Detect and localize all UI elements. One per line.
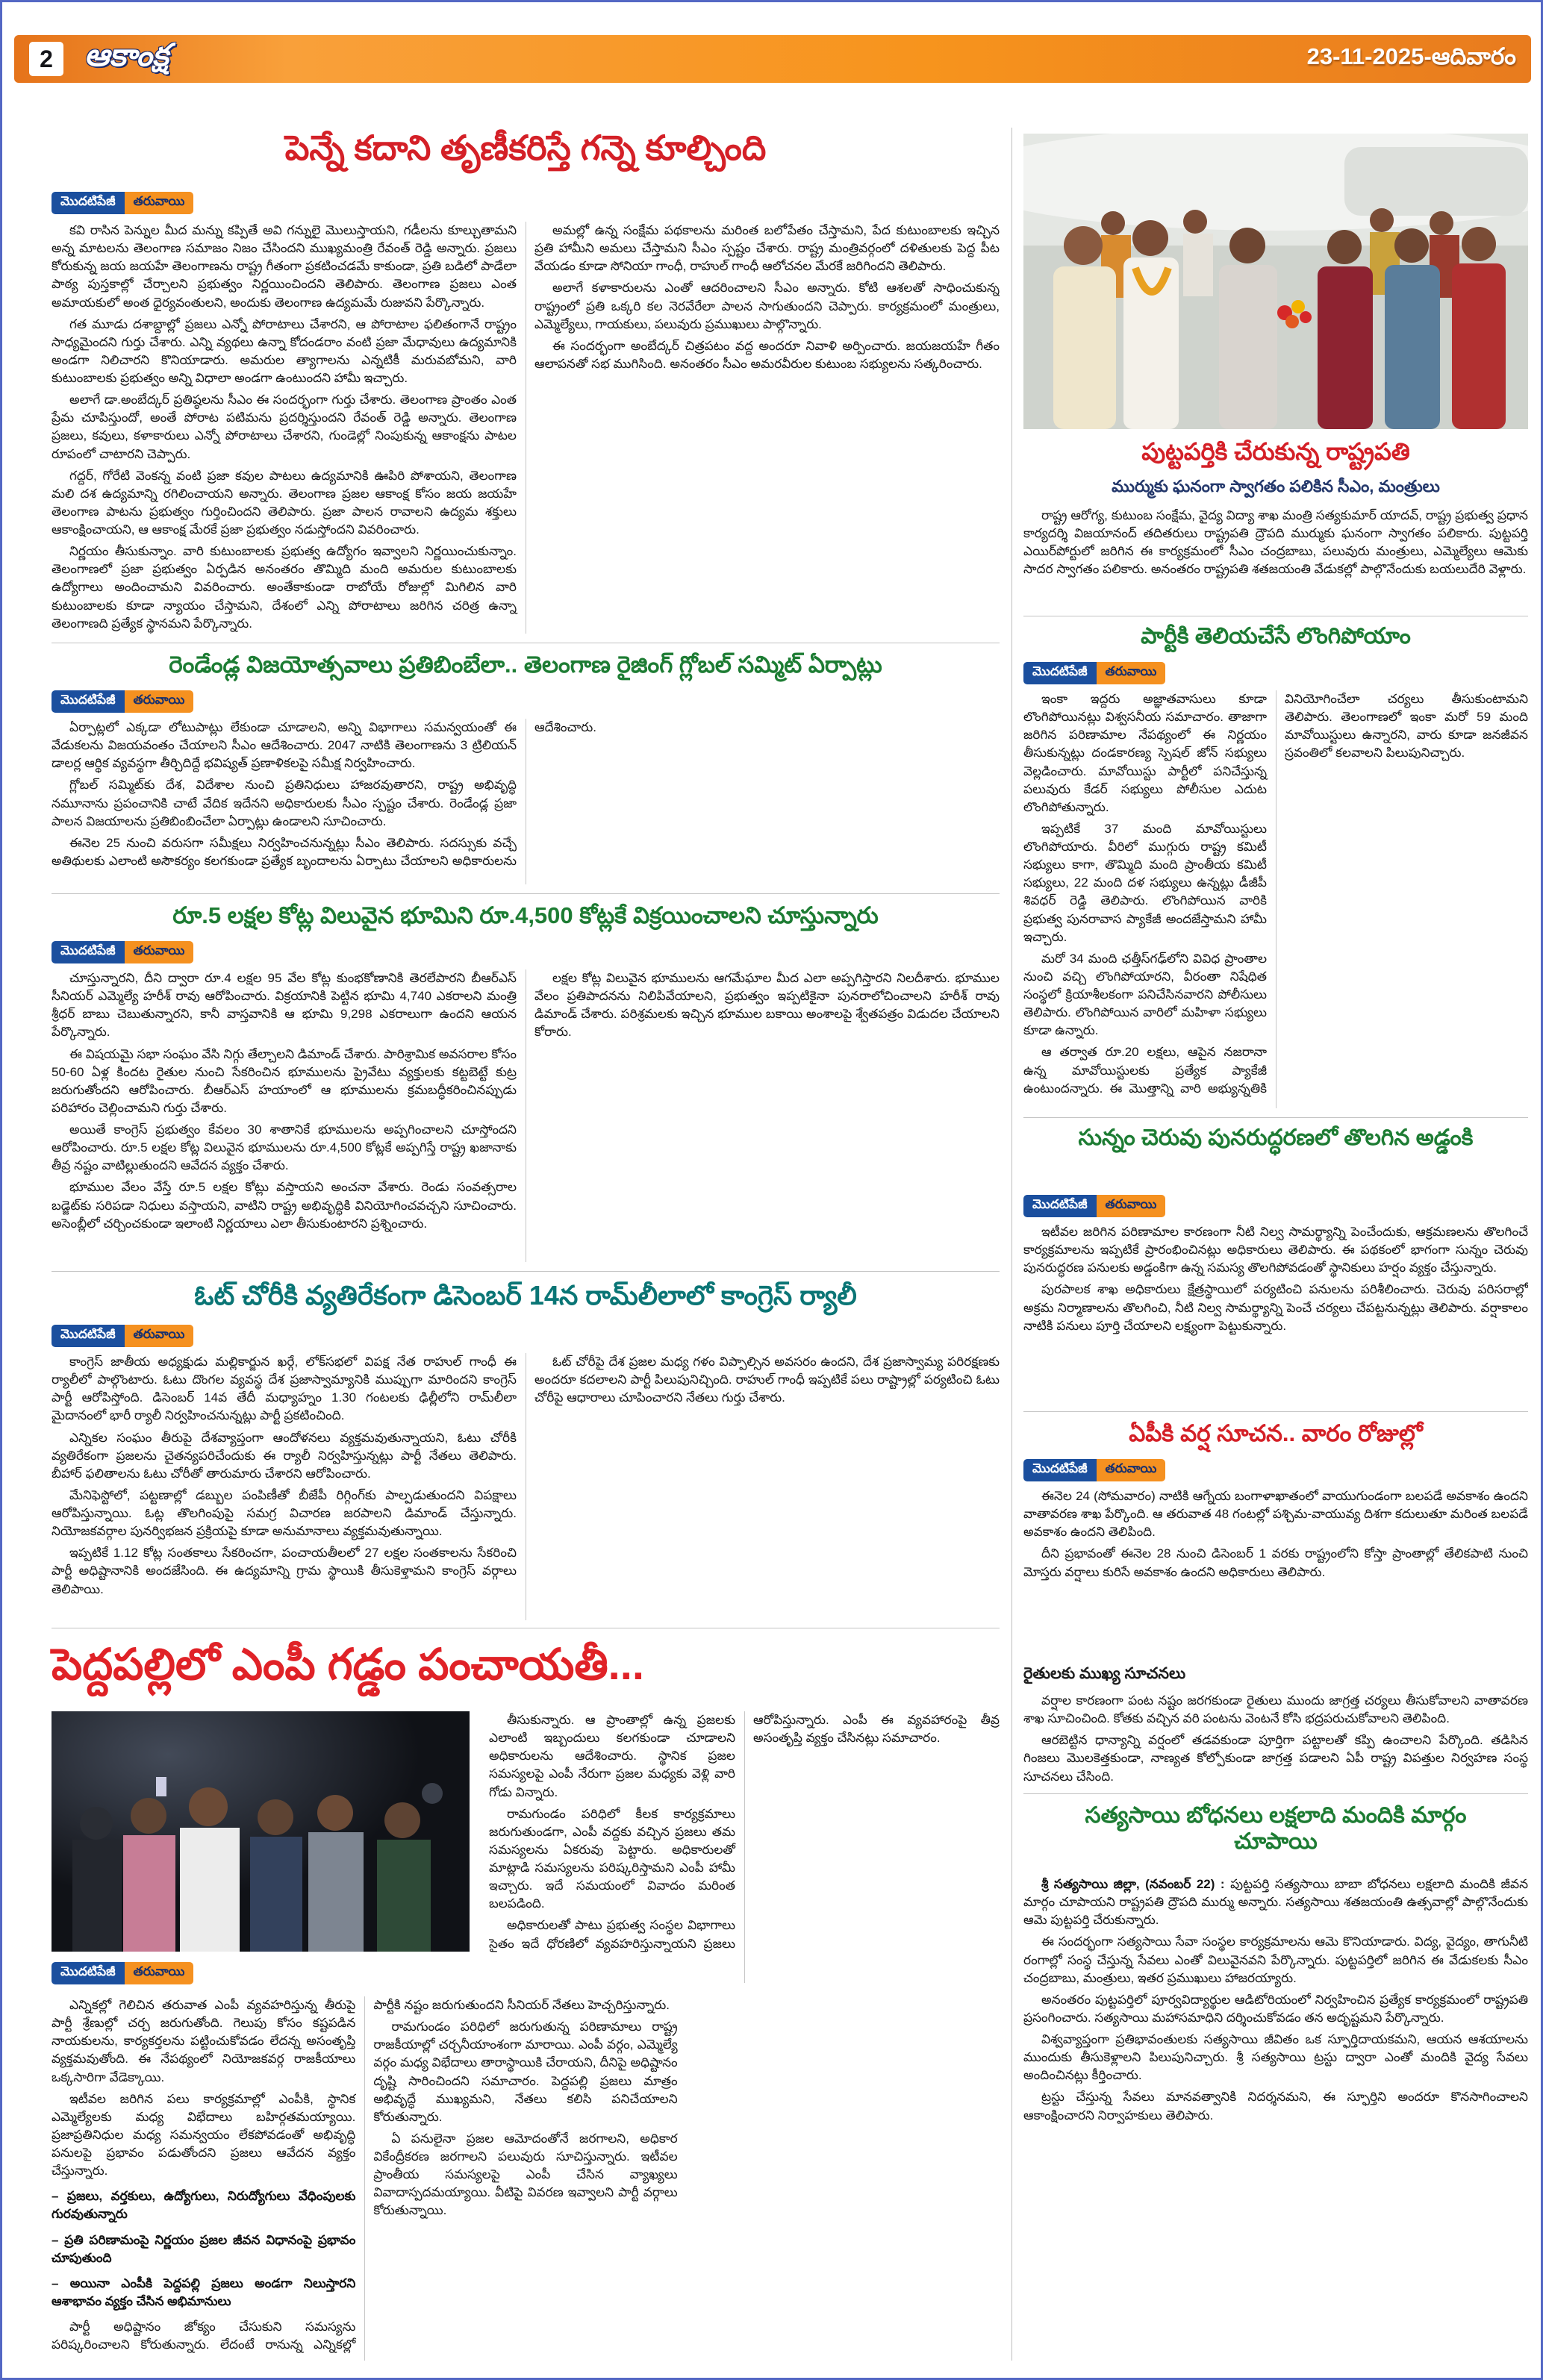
column-divider bbox=[1011, 128, 1012, 2361]
article-penna-body bbox=[52, 222, 1000, 634]
bullet-point: – ప్రతి పరిణామంపై నిర్ణయం ప్రజల జీవన విధానంపై ప్రభావం చూపుతుంది bbox=[52, 2232, 356, 2265]
headline-sai: సత్యసాయి బోధనలు లక్షలాది మందికి మార్గం చూపాయి bbox=[1085, 1803, 1467, 1855]
section-divider bbox=[1023, 1117, 1528, 1118]
paragraph: అలాగే కళాకారులను ఎంతో ఆదరించాలని సీఎం అన్నారు. కోటి ఆశలతో సాధించుకున్న రాష్ట్రంలో ప్రతి ఒక్కరి కల నెరవేరేలా పాలన సాగుతుందని చెప్పారు. కార్యక్రమంలో మంత్రులు, ఎమ్మెల్యేలు, గాయకులు, పలువురు ప్రముఖులు పాల్గొన్నారు. bbox=[534, 281, 1000, 331]
paragraph: మేనిఫెస్టోలో, పట్టణాల్లో డబ్బుల పంపిణీతో బీజేపీ రిగ్గింగ్‌కు పాల్పడుతుందని విపక్షాలు ఆరోపిస్తున్నాయి. ఓట్ల తొలగింపుపై సమగ్ర విచారణ జరపాలని డిమాండ్ చేస్తున్నారు. నియోజకవర్గాల పునర్విభజన ప్రక్రియపై కూడా అనుమానాలు వ్యక్తమవుతున్నాయి. bbox=[52, 1487, 517, 1539]
article-surrender-body bbox=[1023, 690, 1528, 1108]
paragraph: గత మూడు దశాబ్దాల్లో ప్రజలు ఎన్నో పోరాటాలు చేశారని, ఆ పోరాటాల ఫలితంగానే రాష్ట్రం సాధ్యమైందని గుర్తు చేశారు. ఎన్ని వ్యథలు ఉన్నా కోదండరాం వంటి ప్రజా మేధావులు ఉద్యమానికి అండగా నిలిచారని కొనియాడారు. అమరుల త్యాగాలను ఎన్నటికీ మరువబోమని, వారి కుటుంబాలకు ప్రభుత్వం అన్ని విధాలా అండగా ఉంటుందని హామీ ఇచ్చారు. bbox=[52, 316, 517, 385]
paragraph: ఈనెల 25 నుంచి వరుసగా సమీక్షలు నిర్వహించనున్నట్లు సీఎం తెలిపారు. సదస్సుకు వచ్చే అతిథులకు ఎలాంటి అసౌకర్యం కలగకుండా ప్రత్యేక బృందాలను ఏర్పాటు చేయాలని అధికారులను ఆదేశించారు. bbox=[52, 720, 596, 868]
paragraph: ఇటీవల జరిగిన పరిణామాల కారణంగా నీటి నిల్వ సామర్థ్యాన్ని పెంచేందుకు, ఆక్రమణలను తొలగించే కార్యక్రమాలను ఇప్పటికే ప్రారంభించినట్లు అధికారులు తెలిపారు. ఈ పథకంలో భాగంగా సున్నం చెరువు పునరుద్ధరణ పనులకు అడ్డంకిగా ఉన్న సమస్య తొలగిపోవడంతో స్థానికులు హర్షం వ్యక్తం చేస్తున్నారు. bbox=[1023, 1225, 1528, 1275]
paragraph: ఇప్పటికే 1.12 కోట్ల సంతకాలు సేకరించగా, పంచాయతీలలో 27 లక్షల సంతకాలను సేకరించి పార్టీ అధిష్టానానికి అందజేసింది. ఈ ఉద్యమాన్ని గ్రామ స్థాయికి తీసుకెళ్తామని కాంగ్రెస్ వర్గాలు తెలిపాయి. bbox=[52, 1546, 517, 1596]
paragraph: ఏర్పాట్లలో ఎక్కడా లోటుపాట్లు లేకుండా చూడాలని, అన్ని విభాగాలు సమన్వయంతో ఈ వేడుకలను విజయవంతం చేయాలని సీఎం ఆదేశించారు. 2047 నాటికి తెలంగాణను 3 ట్రిలియన్ డాలర్ల ఆర్థిక వ్యవస్థగా తీర్చిదిద్దే భవిష్యత్ ప్రణాళికలపై సమీక్ష నిర్వహించారు. bbox=[52, 720, 517, 771]
paragraph: కాంగ్రెస్ జాతీయ అధ్యక్షుడు మల్లికార్జున ఖర్గే, లోక్‌సభలో విపక్ష నేత రాహుల్ గాంధీ ఈ ర్యాలీలో పాల్గొంటారు. ఓటు దొంగల వ్యవస్థ దేశ ప్రజాస్వామ్యానికి ముప్పుగా మారిందని కాంగ్రెస్ పార్టీ ఆరోపిస్తోంది. డిసెంబర్ 14వ తేదీ మధ్యాహ్నం 1.30 గంటలకు ఢిల్లీలోని రామ్‌లీలా మైదానంలో భారీ ర్యాలీ నిర్వహించనున్నట్లు పార్టీ ప్రకటించింది. bbox=[52, 1355, 517, 1423]
tag-continuation: తరువాయి bbox=[125, 192, 194, 214]
paragraph: అమల్లో ఉన్న సంక్షేమ పథకాలను మరింత బలోపేతం చేస్తామని, పేద కుటుంబాలకు ఇచ్చిన ప్రతి హామీని అమలు చేస్తామని సీఎం స్పష్టం చేశారు. రాష్ట్ర మంత్రివర్గంలో దళితులకు పెద్ద పీట వేయడం కూడా సోనియా గాంధీ, రాహుల్ గాంధీ ఆలోచనల మేరకే జరిగిందని తెలిపారు. bbox=[534, 223, 1000, 274]
paragraph: అయితే కాంగ్రెస్ ప్రభుత్వం కేవలం 30 శాతానికే భూములను అప్పగించాలని చూస్తోందని ఆరోపించారు. రూ.5 లక్షల కోట్ల విలువైన భూములను రూ.4,500 కోట్లకే అప్పగిస్తే రాష్ట్ర ఖజానాకు తీవ్ర నష్టం వాటిల్లుతుందని ఆవేదన వ్యక్తం చేశారు. bbox=[52, 1122, 517, 1173]
headline-surrender: పార్టీకి తెలియచేసే లొంగిపోయాం bbox=[1141, 624, 1411, 649]
paragraph: ఈ సందర్భంగా సత్యసాయి సేవా సంస్థల కార్యక్రమాలను ఆమె కొనియాడారు. విద్య, వైద్యం, తాగునీటి రంగాల్లో సంస్థ చేస్తున్న సేవలు ఎంతో విలువైనవని పేర్కొన్నారు. పుట్టపర్తిలో జరిగిన ఈ వేడుకలకు సీఎం చంద్రబాబు, మంత్రులు, ఇతర ప్రముఖులు హాజరయ్యారు. bbox=[1023, 1934, 1528, 1985]
headline-president: పుట్టపర్తికి చేరుకున్న రాష్ట్రపతి bbox=[1141, 438, 1410, 465]
subhead-farmer-advice: రైతులకు ముఖ్య సూచనలు bbox=[1023, 1665, 1186, 1682]
article-president-body bbox=[1023, 507, 1528, 608]
paragraph: ఈ విషయమై సభా సంఘం వేసి నిగ్గు తేల్చాలని డిమాండ్ చేశారు. పారిశ్రామిక అవసరాల కోసం 50-60 ఏళ్ల కిందట రైతుల నుంచి సేకరించిన భూములను ప్రైవేటు వ్యక్తులకు కట్టబెట్టే కుట్ర జరుగుతోందని ఆరోపించారు. బీఆర్ఎస్ హయాంలో ఆ భూములను క్రమబద్ధీకరించినప్పుడు పరిహారం చెల్లించామని గుర్తు చేశారు. bbox=[52, 1046, 517, 1115]
tag-continuation: తరువాయి bbox=[1097, 1459, 1166, 1481]
paragraph: పార్టీ అధిష్టానం జోక్యం చేసుకుని సమస్యను పరిష్కరించాలని కోరుతున్నారు. లేదంటే రానున్న ఎన్నికల్లో పార్టీకి నష్టం జరుగుతుందని సీనియర్ నేతలు హెచ్చరిస్తున్నారు. bbox=[52, 1998, 670, 2352]
paragraph: ట్రస్టు చేస్తున్న సేవలు మానవత్వానికి నిదర్శనమని, ఈ స్ఫూర్తిని అందరూ కొనసాగించాలని ఆకాంక్షించారని నిర్వాహకులు తెలిపారు. bbox=[1023, 2090, 1528, 2123]
tag-first-page: మొదటిపేజీ bbox=[1023, 662, 1097, 684]
continued-tag bbox=[52, 1962, 193, 1984]
bullet-point: – అయినా ఎంపీకి పెద్దపల్లి ప్రజలు అండగా నిలుస్తారని ఆశాభావం వ్యక్తం చేసిన అభిమానులు bbox=[52, 2276, 356, 2308]
paragraph bbox=[1023, 1875, 1528, 1929]
article-mp-body-bottom bbox=[52, 1996, 1000, 2361]
article-summit-body bbox=[52, 719, 1000, 884]
president-welcome-photo bbox=[1023, 134, 1528, 429]
paragraph: భూముల వేలం వేస్తే రూ.5 లక్షల కోట్లు వస్తాయని అంచనా వేశారు. రెండు సంవత్సరాల బడ్జెట్‌కు సరిపడా నిధులు వస్తాయని, వాటిని రాష్ట్ర అభివృద్ధికి వినియోగించవచ్చని సూచించారు. అసెంబ్లీలో చర్చించకుండా ఇలాంటి నిర్ణయాలు ఎలా తీసుకుంటారని ప్రశ్నించారు. bbox=[52, 1180, 517, 1231]
tag-continuation: తరువాయి bbox=[125, 941, 194, 963]
paragraph: చూస్తున్నారని, దీని ద్వారా రూ.4 లక్షల 95 వేల కోట్ల కుంభకోణానికి తెరలేపారని బీఆర్ఎస్ సీనియర్ ఎమ్మెల్యే హరీశ్ రావు ఆరోపించారు. విక్రయానికి పెట్టిన భూమి 4,740 ఎకరాలని మంత్రి శ్రీధర్ బాబు చెబుతున్నారని, కానీ వాస్తవానికి ఆ భూమి 9,298 ఎకరాలుగా ఉందని ఆయన పేర్కొన్నారు. bbox=[52, 971, 517, 1040]
section-divider bbox=[1023, 1793, 1528, 1794]
paragraph: ఓట్ చోరీపై దేశ ప్రజల మధ్య గళం విప్పాల్సిన అవసరం ఉందని, దేశ ప్రజాస్వామ్య పరిరక్షణకు అందరూ కదలాలని పార్టీ పిలుపునిచ్చింది. రాహుల్ గాంధీ ఇప్పటికే పలు రాష్ట్రాల్లో పర్యటించి ఓటు చోరీపై ఆధారాలు చూపించారని నేతలు గుర్తు చేశారు. bbox=[534, 1355, 1000, 1405]
continued-tag bbox=[52, 690, 193, 713]
paragraph: అనంతరం పుట్టపర్తిలో పూర్వవిద్యార్థుల ఆడిటోరియంలో నిర్వహించిన ప్రత్యేక కార్యక్రమంలో రాష్ట్రపతి ప్రసంగించారు. సత్యసాయి మహాసమాధిని దర్శించుకోవడం తన అదృష్టమని పేర్కొన్నారు. bbox=[1023, 1992, 1528, 2025]
article-pond-body bbox=[1023, 1223, 1528, 1401]
paragraph: వర్షాల కారణంగా పంట నష్టం జరగకుండా రైతులు ముందు జాగ్రత్త చర్యలు తీసుకోవాలని వాతావరణ శాఖ సూచించింది. కోతకు వచ్చిన వరి పంటను వెంటనే కోసి భద్రపరుచుకోవాలని తెలిపింది. bbox=[1023, 1693, 1528, 1726]
paragraph: రామగుండం పరిధిలో కీలక కార్యక్రమాలు జరుగుతుండగా, ఎంపీ వద్దకు వచ్చిన ప్రజలు తమ సమస్యలను ఏకరువు పెట్టారు. అధికారులతో మాట్లాడి సమస్యలను పరిష్కరిస్తామని ఎంపీ హామీ ఇచ్చారు. ఇదే సమయంలో వివాదం మరింత బలపడింది. bbox=[489, 1806, 735, 1911]
subhead-president: ముర్ముకు ఘనంగా స్వాగతం పలికిన సీఎం, మంత్రులు bbox=[1112, 477, 1440, 496]
paragraph: మరో 34 మంది ఛత్తీస్‌గఢ్‌లోని వివిధ ప్రాంతాల నుంచి వచ్చి లొంగిపోయారని, వీరంతా నిషేధిత సంస్థలో క్రియాశీలకంగా పనిచేసినవారని పోలీసులు తెలిపారు. లొంగిపోయిన వారిలో మహిళా సభ్యులు కూడా ఉన్నారు. bbox=[1023, 951, 1267, 1038]
page-number: 2 bbox=[29, 42, 63, 76]
paragraph: ఇటీవల జరిగిన పలు కార్యక్రమాల్లో ఎంపీకి, స్థానిక ఎమ్మెల్యేలకు మధ్య విభేదాలు బహిర్గతమయ్యాయి. ప్రజాప్రతినిధుల మధ్య సమన్వయం లేకపోవడంతో అభివృద్ధి పనులపై ప్రభావం పడుతోందని ప్రజలు ఆవేదన వ్యక్తం చేస్తున్నారు. bbox=[52, 2091, 356, 2178]
tag-continuation: తరువాయి bbox=[125, 1325, 194, 1347]
paragraph: రామగుండం పరిధిలో జరుగుతున్న పరిణామాలు రాష్ట్ర రాజకీయాల్లో చర్చనీయాంశంగా మారాయి. ఎంపీ వర్గం, ఎమ్మెల్యే వర్గం మధ్య విభేదాలు తారాస్థాయికి చేరాయని, దీనిపై అధిష్టానం దృష్టి సారించిందని సమాచారం. పెద్దపల్లి ప్రజలు మాత్రం అభివృద్ధే ముఖ్యమని, నేతలు కలిసి పనిచేయాలని కోరుతున్నారు. bbox=[373, 2020, 678, 2124]
headline-summit: రెండేండ్ల విజయోత్సవాలు ప్రతిబింబేలా.. తెలంగాణ రైజింగ్ గ్లోబల్ సమ్మిట్ ఏర్పాట్లు bbox=[169, 652, 882, 678]
paragraph: ఆరబెట్టిన ధాన్యాన్ని వర్షంలో తడవకుండా పూర్తిగా పట్టాలతో కప్పి ఉంచాలని పేర్కొంది. తడిసిన గింజలు మొలకెత్తకుండా, నాణ్యత కోల్పోకుండా జాగ్రత్త పడాలని ఏపీ రాష్ట్ర విపత్తుల నిర్వహణ సంస్థ సూచనలు చేసింది. bbox=[1023, 1733, 1528, 1784]
edition-date: 23-11-2025-ఆదివారం bbox=[1306, 43, 1516, 69]
tag-first-page: మొదటిపేజీ bbox=[52, 1325, 125, 1347]
tag-continuation: తరువాయి bbox=[125, 1962, 194, 1984]
tag-first-page: మొదటిపేజీ bbox=[52, 1962, 125, 1984]
night-meeting-photo bbox=[52, 1711, 470, 1952]
continued-tag bbox=[1023, 1459, 1165, 1481]
headline-mp: పెద్దపల్లిలో ఎంపీ గడ్డం పంచాయతీ... bbox=[52, 1640, 645, 1689]
headline-rain: ఏపీకి వర్ష సూచన.. వారం రోజుల్లో bbox=[1129, 1420, 1423, 1446]
tag-first-page: మొదటిపేజీ bbox=[52, 192, 125, 214]
headline-rally: ఓట్ చోరీకి వ్యతిరేకంగా డిసెంబర్ 14న రామ్‌లీలాలో కాంగ్రెస్ ర్యాలీ bbox=[194, 1280, 857, 1311]
paragraph: అధికారులతో పాటు ప్రభుత్వ సంస్థల విభాగాలు సైతం ఇదే ధోరణిలో వ్యవహరిస్తున్నాయని ప్రజలు ఆరోపిస్తున్నారు. ఎంపీ ఈ వ్యవహారంపై తీవ్ర అసంతృప్తి వ్యక్తం చేసినట్లు సమాచారం. bbox=[489, 1713, 1000, 1951]
article-rain-body bbox=[1023, 1487, 1528, 1658]
section-divider bbox=[52, 893, 1000, 894]
paragraph: రాష్ట్ర ఆరోగ్య, కుటుంబ సంక్షేమ, వైద్య విద్యా శాఖ మంత్రి సత్యకుమార్ యాదవ్, రాష్ట్ర ప్రభుత్వ ప్రధాన కార్యదర్శి విజయానంద్ తదితరులు రాష్ట్రపతి ద్రౌపది ముర్ముకు ఘనంగా స్వాగతం పలికారు. పుట్టపర్తి ఎయిర్‌పోర్టులో జరిగిన ఈ కార్యక్రమంలో సీఎం చంద్రబాబు, పలువురు మంత్రులు, ఎమ్మెల్యేలు ఆమెకు సాదర స్వాగతం పలికారు. అనంతరం రాష్ట్రపతి శతజయంతి వేడుకల్లో పాల్గొనేందుకు బయలుదేరి వెళ్లారు. bbox=[1023, 508, 1528, 577]
continued-tag bbox=[1023, 1195, 1165, 1217]
continued-tag bbox=[52, 941, 193, 963]
continued-tag bbox=[52, 192, 193, 214]
paragraph: గద్దర్, గోరేటి వెంకన్న వంటి ప్రజా కవుల పాటలు ఉద్యమానికి ఊపిరి పోశాయని, తెలంగాణ మలి దశ ఉద్యమాన్ని రగిలించాయని అన్నారు. తెలంగాణ ప్రజల ఆకాంక్ష కోసం జయ జయహే తెలంగాణ పాటను ప్రభుత్వం గుర్తించిందని తెలిపారు. ప్రజా పాలన రావాలని ఉద్యమ శక్తులు ఆకాంక్షించాయని, ఆ ఆకాంక్ష మేరకే ప్రజా ప్రభుత్వం నడుస్తోందని వివరించారు. bbox=[52, 468, 517, 537]
section-divider bbox=[1023, 1411, 1528, 1412]
bullet-point: – ప్రజలు, వర్తకులు, ఉద్యోగులు, నిరుద్యోగులు వేధింపులకు గురవుతున్నారు bbox=[52, 2189, 356, 2222]
paragraph: ఎన్నికల్లో గెలిచిన తరువాత ఎంపీ వ్యవహరిస్తున్న తీరుపై పార్టీ శ్రేణుల్లో చర్చ జరుగుతోంది. గెలుపు కోసం కష్టపడిన నాయకులను, కార్యకర్తలను పట్టించుకోవడం లేదన్న అసంతృప్తి వ్యక్తమవుతోంది. ఈ నేపథ్యంలో నియోజకవర్గ రాజకీయాలు ఒక్కసారిగా వేడెక్కాయి. bbox=[52, 1998, 356, 2084]
article-sai-body bbox=[1023, 1875, 1528, 2361]
paragraph: ఏ పనులైనా ప్రజల ఆమోదంతోనే జరగాలని, అధికార వికేంద్రీకరణ జరగాలని పలువురు సూచిస్తున్నారు. ఇటీవల ప్రాంతీయ సమస్యలపై ఎంపీ చేసిన వ్యాఖ్యలు వివాదాస్పదమయ్యాయి. వీటిపై వివరణ ఇవ్వాలని పార్టీ వర్గాలు కోరుతున్నాయి. bbox=[373, 2131, 678, 2218]
headline-land: రూ.5 లక్షల కోట్ల విలువైన భూమిని రూ.4,500 కోట్లకే విక్రయించాలని చూస్తున్నారు bbox=[172, 902, 879, 928]
paragraph: ఆ తర్వాత రూ.20 లక్షలు, ఆపైన నజరానా ఉన్న మావోయిస్టులకు ప్రత్యేక ప్యాకేజీ ఉంటుందన్నారు. ఈ మొత్తాన్ని వారి అభ్యున్నతికి వినియోగించేలా చర్యలు తీసుకుంటామని తెలిపారు. తెలంగాణలో ఇంకా మరో 59 మంది మావోయిస్టులు ఉన్నారని, వారు కూడా జనజీవన స్రవంతిలో కలవాలని పిలుపునిచ్చారు. bbox=[1023, 692, 1528, 1096]
tag-continuation: తరువాయి bbox=[125, 690, 194, 713]
paragraph: పురపాలక శాఖ అధికారులు క్షేత్రస్థాయిలో పర్యటించి పనులను పరిశీలించారు. చెరువు పరిసరాల్లో అక్రమ నిర్మాణాలను తొలగించి, నీటి నిల్వ సామర్థ్యాన్ని పెంచే చర్యలు చేపట్టనున్నట్లు తెలిపారు. వర్షాకాలం నాటికి పనులు పూర్తి చేయాలని లక్ష్యంగా పెట్టుకున్నారు. bbox=[1023, 1282, 1528, 1333]
headline-pond: సున్నం చెరువు పునరుద్ధరణలో తొలగిన అడ్డంకి bbox=[1078, 1125, 1474, 1150]
continued-tag bbox=[52, 1325, 193, 1347]
paragraph: అలాగే డా.అంబేద్కర్ ప్రతిష్ఠలను సీఎం ఈ సందర్భంగా గుర్తు చేశారు. తెలంగాణ ప్రాంతం ఎంత ప్రేమ చూపిస్తుందో, అంతే పోరాట పటిమను ప్రదర్శిస్తుందని రేవంత్ రెడ్డి అన్నారు. తెలంగాణ ప్రజలు, కవులు, కళాకారులు ఎన్నో పోరాటాలు చేశారని, గుండెల్లో నింపుకున్న ఆకాంక్షను పాటల రూపంలో చాటారని చెప్పారు. bbox=[52, 393, 517, 461]
article-rain-body2 bbox=[1023, 1692, 1528, 1786]
tag-continuation: తరువాయి bbox=[1097, 662, 1166, 684]
section-divider bbox=[52, 1271, 1000, 1272]
paragraph: గ్లోబల్ సమ్మిట్‌కు దేశ, విదేశాల నుంచి ప్రతినిధులు హాజరవుతారని, రాష్ట్ర అభివృద్ధి నమూనాను ప్రపంచానికి చాటే వేదిక ఇదేనని అధికారులకు సీఎం స్పష్టం చేశారు. రెండేండ్ల ప్రజా పాలన విజయాలను ప్రతిబింబించేలా ఏర్పాట్లు ఉండాలని సూచించారు. bbox=[52, 778, 517, 828]
tag-first-page: మొదటిపేజీ bbox=[52, 690, 125, 713]
paragraph-text: పుట్టపర్తి సత్యసాయి బాబా బోధనలు లక్షలాది మందికి జీవన మార్గం చూపాయని రాష్ట్రపతి ద్రౌపది ముర్ము అన్నారు. సత్యసాయి శతజయంతి ఉత్సవాల్లో పాల్గొనేందుకు ఆమె పుట్టపర్తి చేరుకున్నారు. bbox=[1023, 1877, 1528, 1928]
paragraph: విశ్వవ్యాప్తంగా ప్రతిభావంతులకు సత్యసాయి జీవితం ఒక స్ఫూర్తిదాయకమని, ఆయన ఆశయాలను ముందుకు తీసుకెళ్లాలని పిలుపునిచ్చారు. శ్రీ సత్యసాయి ట్రస్టు ద్వారా ఎంతో మందికి వైద్య సేవలు అందించినట్లు కీర్తించారు. bbox=[1023, 2032, 1528, 2083]
dateline: శ్రీ సత్యసాయి జిల్లా, (నవంబర్ 22) : bbox=[1041, 1877, 1225, 1891]
newspaper-logo: ఆకాంక్ష bbox=[84, 37, 169, 72]
paragraph: ఈనెల 24 (సోమవారం) నాటికి ఆగ్నేయ బంగాళాఖాతంలో వాయుగుండంగా బలపడే అవకాశం ఉందని వాతావరణ శాఖ పేర్కొంది. ఆ తరువాత 48 గంటల్లో పశ్చిమ-వాయువ్య దిశగా కదులుతూ మరింత బలపడే అవకాశం ఉందని తెలిపింది. bbox=[1023, 1489, 1528, 1540]
article-land-body bbox=[52, 969, 1000, 1262]
article-mp-body-side bbox=[489, 1711, 1000, 1983]
paragraph: తీసుకున్నారు. ఆ ప్రాంతాల్లో ఉన్న ప్రజలకు ఎలాంటి ఇబ్బందులు కలగకుండా చూడాలని అధికారులను ఆదేశించారు. స్థానిక ప్రజల సమస్యలపై ఎంపీ నేరుగా ప్రజల మధ్యకు వెళ్లి వారి గోడు విన్నారు. bbox=[489, 1713, 735, 1799]
paragraph: ఇంకా ఇద్దరు అజ్ఞాతవాసులు కూడా లొంగిపోయినట్లు విశ్వసనీయ సమాచారం. తాజాగా జరిగిన పరిణామాల నేపథ్యంలో ఈ నిర్ణయం తీసుకున్నట్లు దండకారణ్య స్పెషల్ జోన్ సభ్యులు వెల్లడించారు. మావోయిస్టు పార్టీలో పనిచేస్తున్న పలువురు కేడర్ సభ్యులు పోలీసుల ఎదుట లొంగిపోతున్నారు. bbox=[1023, 692, 1267, 814]
masthead-bar bbox=[14, 35, 1531, 83]
tag-first-page: మొదటిపేజీ bbox=[1023, 1195, 1097, 1217]
article-rally-body bbox=[52, 1353, 1000, 1620]
continued-tag bbox=[1023, 662, 1165, 684]
headline-penna: పెన్నే కదాని తృణీకరిస్తే గన్నె కూల్చింది bbox=[284, 128, 767, 167]
paragraph: ఈ సందర్భంగా అంబేద్కర్ చిత్రపటం వద్ద అందరూ నివాళి అర్పించారు. జయజయహే గీతం ఆలాపనతో సభ ముగిసింది. అనంతరం సీఎం అమరవీరుల కుటుంబ సభ్యులను సత్కరించారు. bbox=[534, 338, 1000, 371]
paragraph: ఎన్నికల సంఘం తీరుపై దేశవ్యాప్తంగా ఆందోళనలు వ్యక్తమవుతున్నాయని, ఓటు చోరీకి వ్యతిరేకంగా ప్రజలను చైతన్యపరిచేందుకు ఈ ర్యాలీ నిర్వహిస్తున్నట్లు పార్టీ నేతలు తెలిపారు. బీహార్ ఫలితాలను ఓటు చోరీతో తారుమారు చేశారని ఆరోపించారు. bbox=[52, 1430, 517, 1481]
paragraph: కవి రాసిన పెన్నుల మీద మన్ను కప్పితే అవి గన్నులై మొలుస్తాయని, గడీలను కూల్చుతామని అన్న మాటలను తెలంగాణ సమాజం నిజం చేసిందని ముఖ్యమంత్రి రేవంత్ రెడ్డి అన్నారు. ప్రజలు కోరుకున్న జయ జయహే తెలంగాణను రాష్ట్ర గీతంగా ప్రకటించడమే కాకుండా, ప్రతి బడిలో పాడేలా పాఠ్య పుస్తకాల్లో చేర్చాలని ప్రభుత్వం నిర్ణయించిందని తెలిపారు. తెలంగాణ ప్రజలు ఎంత అమాయకులో అంత ధైర్యవంతులని, అందుకు తెలంగాణ ఉద్యమమే రుజువని పేర్కొన్నారు. bbox=[52, 223, 517, 310]
tag-first-page: మొదటిపేజీ bbox=[1023, 1459, 1097, 1481]
paragraph: దీని ప్రభావంతో ఈనెల 28 నుంచి డిసెంబర్ 1 వరకు రాష్ట్రంలోని కోస్తా ప్రాంతాల్లో తేలికపాటి నుంచి మోస్తరు వర్షాలు కురిసే అవకాశం ఉందని అధికారులు తెలిపారు. bbox=[1023, 1546, 1528, 1579]
paragraph: నిర్ణయం తీసుకున్నాం. వారి కుటుంబాలకు ప్రభుత్వ ఉద్యోగం ఇవ్వాలని నిర్ణయించుకున్నాం. తెలంగాణలో ప్రజా ప్రభుత్వం ఏర్పడిన అనంతరం తొమ్మిది మంది అమరుల కుటుంబాలకు ఉద్యోగాలు అందించామని వివరించారు. అంతేకాకుండా రాబోయే రోజుల్లో మిగిలిన వారి కుటుంబాలకు కూడా న్యాయం చేస్తామని, దేశంలో ఎన్ని పోరాటాలు జరిగిన చరిత్ర ఉన్నా తెలంగాణది ప్రత్యేక స్థానమని పేర్కొన్నారు. bbox=[52, 544, 517, 631]
paragraph: లక్షల కోట్ల విలువైన భూములను ఆగమేఘాల మీద ఎలా అప్పగిస్తారని నిలదీశారు. భూముల వేలం ప్రతిపాదనను నిలిపివేయాలని, ప్రభుత్వం ఇప్పటికైనా పునరాలోచించాలని హరీశ్ రావు డిమాండ్ చేశారు. పరిశ్రమలకు ఇచ్చిన భూముల బకాయి అంశాలపై శ్వేతపత్రం విడుదల చేయాలని కోరారు. bbox=[534, 971, 1000, 1040]
tag-continuation: తరువాయి bbox=[1097, 1195, 1166, 1217]
tag-first-page: మొదటిపేజీ bbox=[52, 941, 125, 963]
paragraph: ఇప్పటికే 37 మంది మావోయిస్టులు లొంగిపోయారు. వీరిలో ముగ్గురు రాష్ట్ర కమిటీ సభ్యులు కాగా, తొమ్మిది మంది ప్రాంతీయ కమిటీ సభ్యులు, 22 మంది దళ సభ్యులు ఉన్నట్లు డీజీపీ శివధర్ రెడ్డి తెలిపారు. లొంగిపోయిన వారికి ప్రభుత్వ పునరావాస ప్యాకేజీ అందజేస్తామని హామీ ఇచ్చారు. bbox=[1023, 821, 1267, 944]
